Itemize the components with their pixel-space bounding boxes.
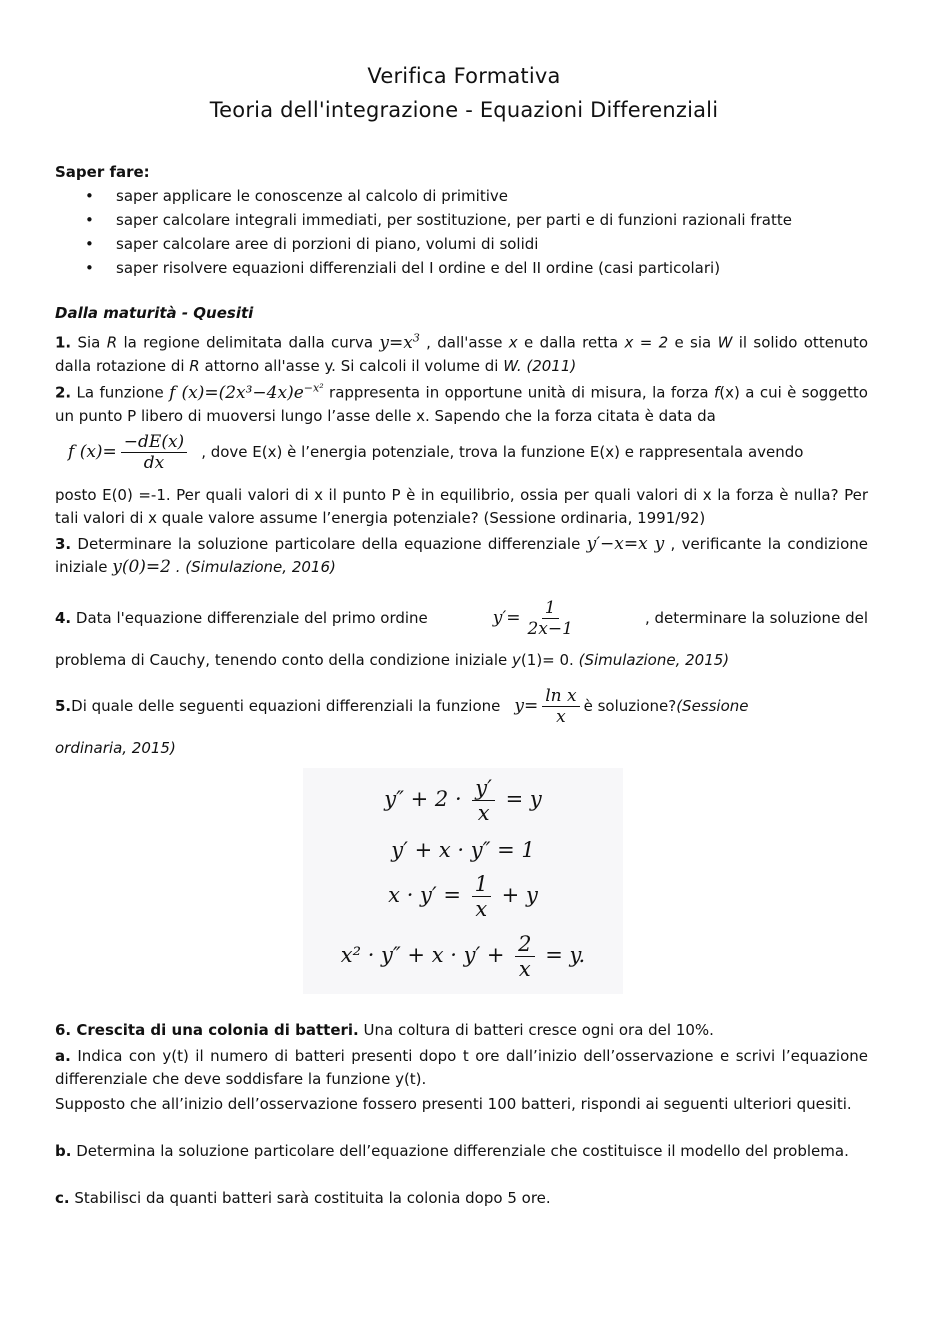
question-6-c: c. Stabilisci da quanti batteri sarà costituita la colonia dopo 5 ore.: [55, 1189, 551, 1207]
formula: $y=x^3$: [379, 331, 420, 353]
question-4: 4. Data l'equazione differenziale del primo ordine y′= $\frac{1}{2x-1}$ , determinare la soluzione del: [55, 598, 868, 639]
question-number: 1.: [55, 333, 72, 352]
formula: y′= $\frac{1}{2x-1}$: [492, 598, 573, 639]
formula: f $(x)=(2x^3-4x)e^{-x^2}$: [169, 381, 324, 403]
question-2-continued: posto E(0) =-1. Per quali valori di x il punto P è in equilibrio, ossia per quali valori di x la forza è nulla? Per tali valori di x quale valore assume l’energia potenziale? (Sessione ordinaria, 1991/92): [55, 486, 868, 527]
skill-item: • saper applicare le conoscenze al calcolo di primitive: [55, 184, 868, 208]
question-source: . (Simulazione, 2016): [171, 558, 336, 576]
question-6: 6. Crescita di una colonia di batteri. Una coltura di batteri cresce ogni ora del 10%.: [55, 1021, 714, 1039]
formula: f (x)= $\frac{-dE(x)}{dx}$: [68, 432, 191, 473]
question-number: 4.: [55, 609, 72, 627]
question-2: 2. La funzione f $(x)=(2x^3-4x)e^{-x^2}$ rappresenta in opportune unità di misura, la forza f(x) a cui è soggetto un punto P libero di muoversi lungo l’asse delle x. Sapendo che la forza citata è data da: [55, 381, 868, 425]
question-source: (Simulazione, 2015): [573, 651, 730, 669]
equation-option: y″ + 2 · $\frac{y'}{x}$ = y: [384, 776, 542, 825]
formula: y′−x=x y: [586, 534, 665, 554]
bullet-icon: •: [85, 187, 94, 205]
question-source: (Sessione: [676, 697, 749, 715]
equations-box: [303, 768, 623, 994]
question-number: 2.: [55, 383, 72, 402]
question-source: W. (2011): [503, 356, 577, 375]
bullet-icon: •: [85, 235, 94, 253]
equation-option: x² · y″ + x · y′ + $\frac{2}{x}$ = y.: [340, 932, 586, 981]
question-6-assumption: Supposto che all’inizio dell’osservazione fossero presenti 100 batteri, rispondi ai seguenti ulteriori quesiti.: [55, 1095, 852, 1113]
question-5-source: ordinaria, 2015): [55, 739, 176, 757]
bullet-icon: •: [85, 211, 94, 229]
equation-option: y′ + x · y″ = 1: [391, 838, 535, 862]
question-3: 3. Determinare la soluzione particolare della equazione differenziale y′−x=x y , verificante la condizione iniziale y(0)=2 . (Simulazione, 2016): [55, 534, 869, 577]
question-title: Crescita di una colonia di batteri.: [71, 1021, 359, 1039]
equation-option: x · y′ = $\frac{1}{x}$ + y: [388, 872, 538, 921]
skill-item: • saper risolvere equazioni differenziali del I ordine e del II ordine (casi particolari): [55, 256, 868, 280]
question-4-continued: problema di Cauchy, tenendo conto della condizione iniziale y(1)= 0. (Simulazione, 2015): [55, 651, 730, 669]
quesiti-heading: Dalla maturità - Quesiti: [55, 304, 254, 322]
skills-heading: Saper fare:: [55, 163, 150, 181]
question-2-formula-line: f (x)= $\frac{-dE(x)}{dx}$ , dove E(x) è l’energia potenziale, trova la funzione E(x) e rappresentala avendo: [68, 432, 804, 473]
formula: y= $\frac{\text{ln x}}{x}$: [514, 686, 583, 727]
formula: y(0)=2: [112, 557, 171, 577]
skill-item: • saper calcolare integrali immediati, per sostituzione, per parti e di funzioni razionali fratte: [55, 208, 868, 232]
question-6-b: b. Determina la soluzione particolare dell’equazione differenziale che costituisce il modello del problema.: [55, 1142, 849, 1160]
document-subtitle: Teoria dell'integrazione - Equazioni Differenziali: [209, 98, 719, 122]
question-6-a: a. Indica con y(t) il numero di batteri presenti dopo t ore dall’inizio dell’osservazione e scrivi l’equazione differenziale che deve soddisfare la funzione y(t).: [55, 1047, 868, 1088]
skill-item: • saper calcolare aree di porzioni di piano, volumi di solidi: [55, 232, 868, 256]
document-title: Verifica Formativa: [367, 64, 561, 88]
question-5: 5. Di quale delle seguenti equazioni differenziali la funzione y= $\frac{\text{ln x}}{x}$ è soluzione? (Sessione: [55, 686, 749, 727]
bullet-icon: •: [85, 259, 94, 277]
question-number: 6.: [55, 1021, 72, 1039]
skills-list: [55, 184, 868, 280]
question-1: 1. Sia R la regione delimitata dalla curva $y=x^3$ , dall'asse x e dalla retta x = 2 e sia W il solido ottenuto dalla rotazione di R attorno all'asse y. Si calcoli il volume di W. (2011): [55, 331, 868, 375]
question-number: 5.: [55, 697, 72, 715]
question-number: 3.: [55, 535, 72, 553]
